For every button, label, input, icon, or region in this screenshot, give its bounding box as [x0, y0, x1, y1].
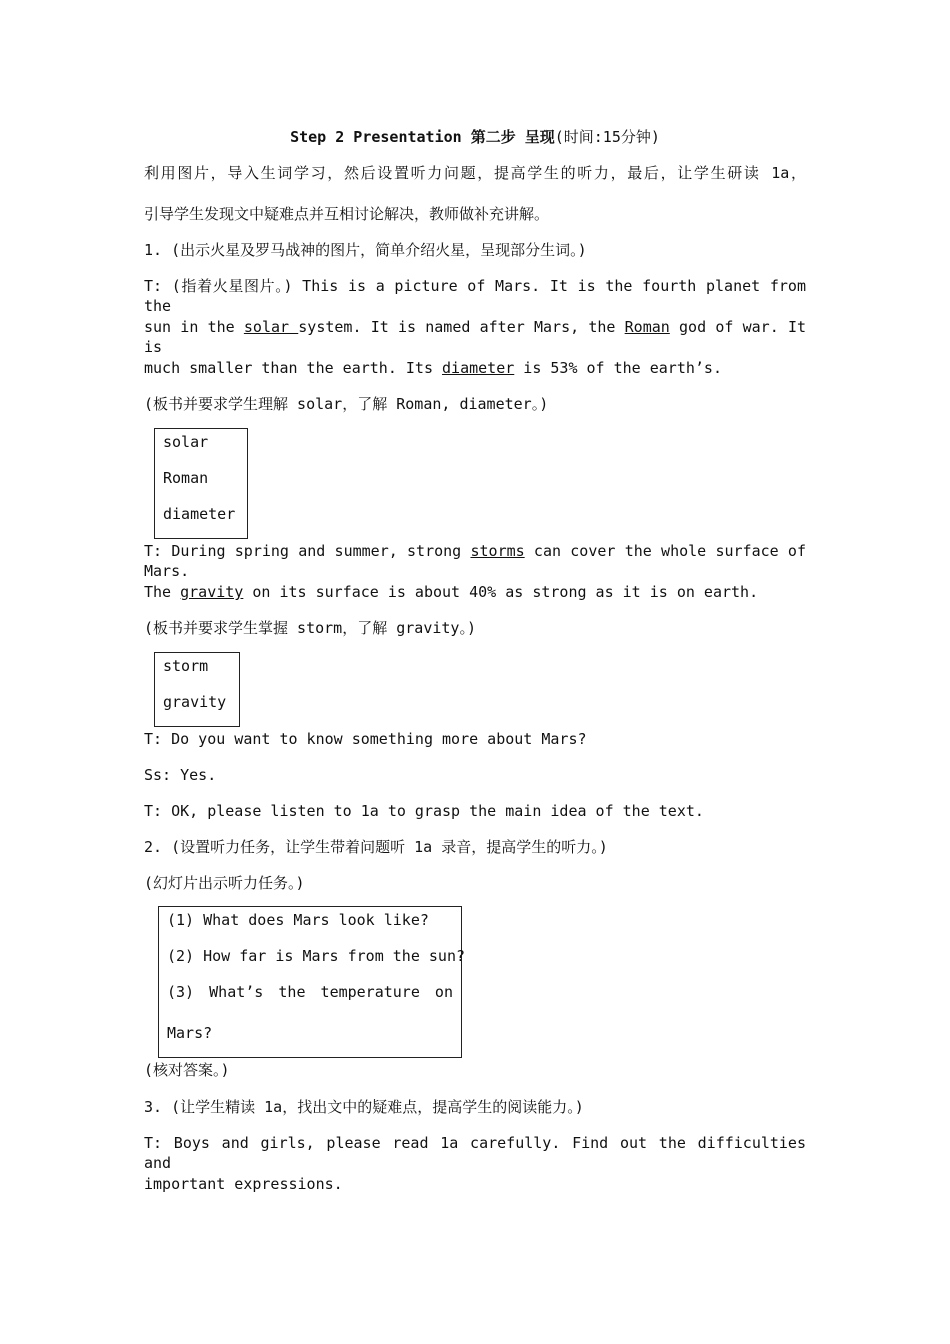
part1-para1-line2 [144, 317, 806, 357]
intro-line-1: 利用图片，导入生词学习，然后设置听力问题，提高学生的听力，最后，让学生研读 1a， [144, 164, 806, 182]
board2-note: (板书并要求学生掌握 storm，了解 gravity。) [144, 619, 476, 637]
vocab-solar: solar [243, 318, 299, 336]
text-run: The [144, 583, 181, 601]
board1-word-box [154, 428, 248, 539]
slide-note: (幻灯片出示听力任务。) [144, 874, 305, 892]
question-item: (3) What’s the temperature on [167, 983, 453, 1001]
board2-word-box [154, 652, 240, 727]
text-run: on its surface is about 40% as strong as it is on earth. [243, 583, 759, 601]
text-run: is 53% of the earth’s. [514, 359, 722, 377]
board1-word: Roman [163, 469, 209, 487]
part1-para1-line3 [144, 358, 722, 378]
text-run: T: During spring and summer, strong [144, 542, 471, 560]
title-time: (时间:15分钟) [554, 128, 660, 146]
title-step: Step 2 Presentation [290, 128, 462, 146]
part3-line-2: important expressions. [144, 1175, 343, 1193]
part3-line-1: T: Boys and girls, please read 1a carefully. Find out the difficulties and [144, 1134, 806, 1172]
section-title [0, 127, 950, 147]
vocab-diameter: diameter [442, 359, 515, 377]
part1-para2-line2 [144, 582, 758, 602]
vocab-storms: storms [470, 542, 525, 560]
title-step-cn: 第二步 呈现 [470, 128, 555, 146]
question-item-continued: Mars? [167, 1024, 213, 1042]
listening-task-box [158, 906, 466, 1058]
vocab-roman: Roman [624, 318, 670, 336]
part1-para2-line1 [144, 541, 806, 581]
part3-heading: 3. (让学生精读 1a，找出文中的疑难点，提高学生的阅读能力。) [144, 1098, 584, 1116]
part1-para1-line1: T: (指着火星图片。) This is a picture of Mars. It is the fourth planet from the [144, 277, 806, 315]
text-run: can cover the whole surface of Mars. [144, 542, 806, 580]
vocab-gravity: gravity [180, 583, 244, 601]
dialogue-line: T: OK, please listen to 1a to grasp the main idea of the text. [144, 802, 704, 820]
board1-word: diameter [163, 505, 236, 523]
text-run: sun in the [144, 318, 244, 336]
text-run: much smaller than the earth. Its [144, 359, 443, 377]
question-item: (2) How far is Mars from the sun? [167, 947, 466, 965]
board1-word: solar [163, 433, 209, 451]
board2-word: storm [163, 657, 209, 675]
board2-word: gravity [163, 693, 227, 711]
question-item: (1) What does Mars look like? [167, 911, 429, 929]
text-run: god of war. It is [144, 318, 807, 356]
text-run: system. It is named after Mars, the [298, 318, 625, 336]
board1-note: (板书并要求学生理解 solar，了解 Roman, diameter。) [144, 395, 549, 413]
part1-heading: 1. (出示火星及罗马战神的图片，简单介绍火星，呈现部分生词。) [144, 241, 587, 259]
part2-heading: 2. (设置听力任务，让学生带着问题听 1a 录音，提高学生的听力。) [144, 838, 608, 856]
dialogue-line: Ss: Yes. [144, 766, 217, 784]
check-note: (核对答案。) [144, 1061, 230, 1079]
intro-line-2: 引导学生发现文中疑难点并互相讨论解决，教师做补充讲解。 [144, 205, 550, 223]
dialogue-line: T: Do you want to know something more about Mars? [144, 730, 587, 748]
